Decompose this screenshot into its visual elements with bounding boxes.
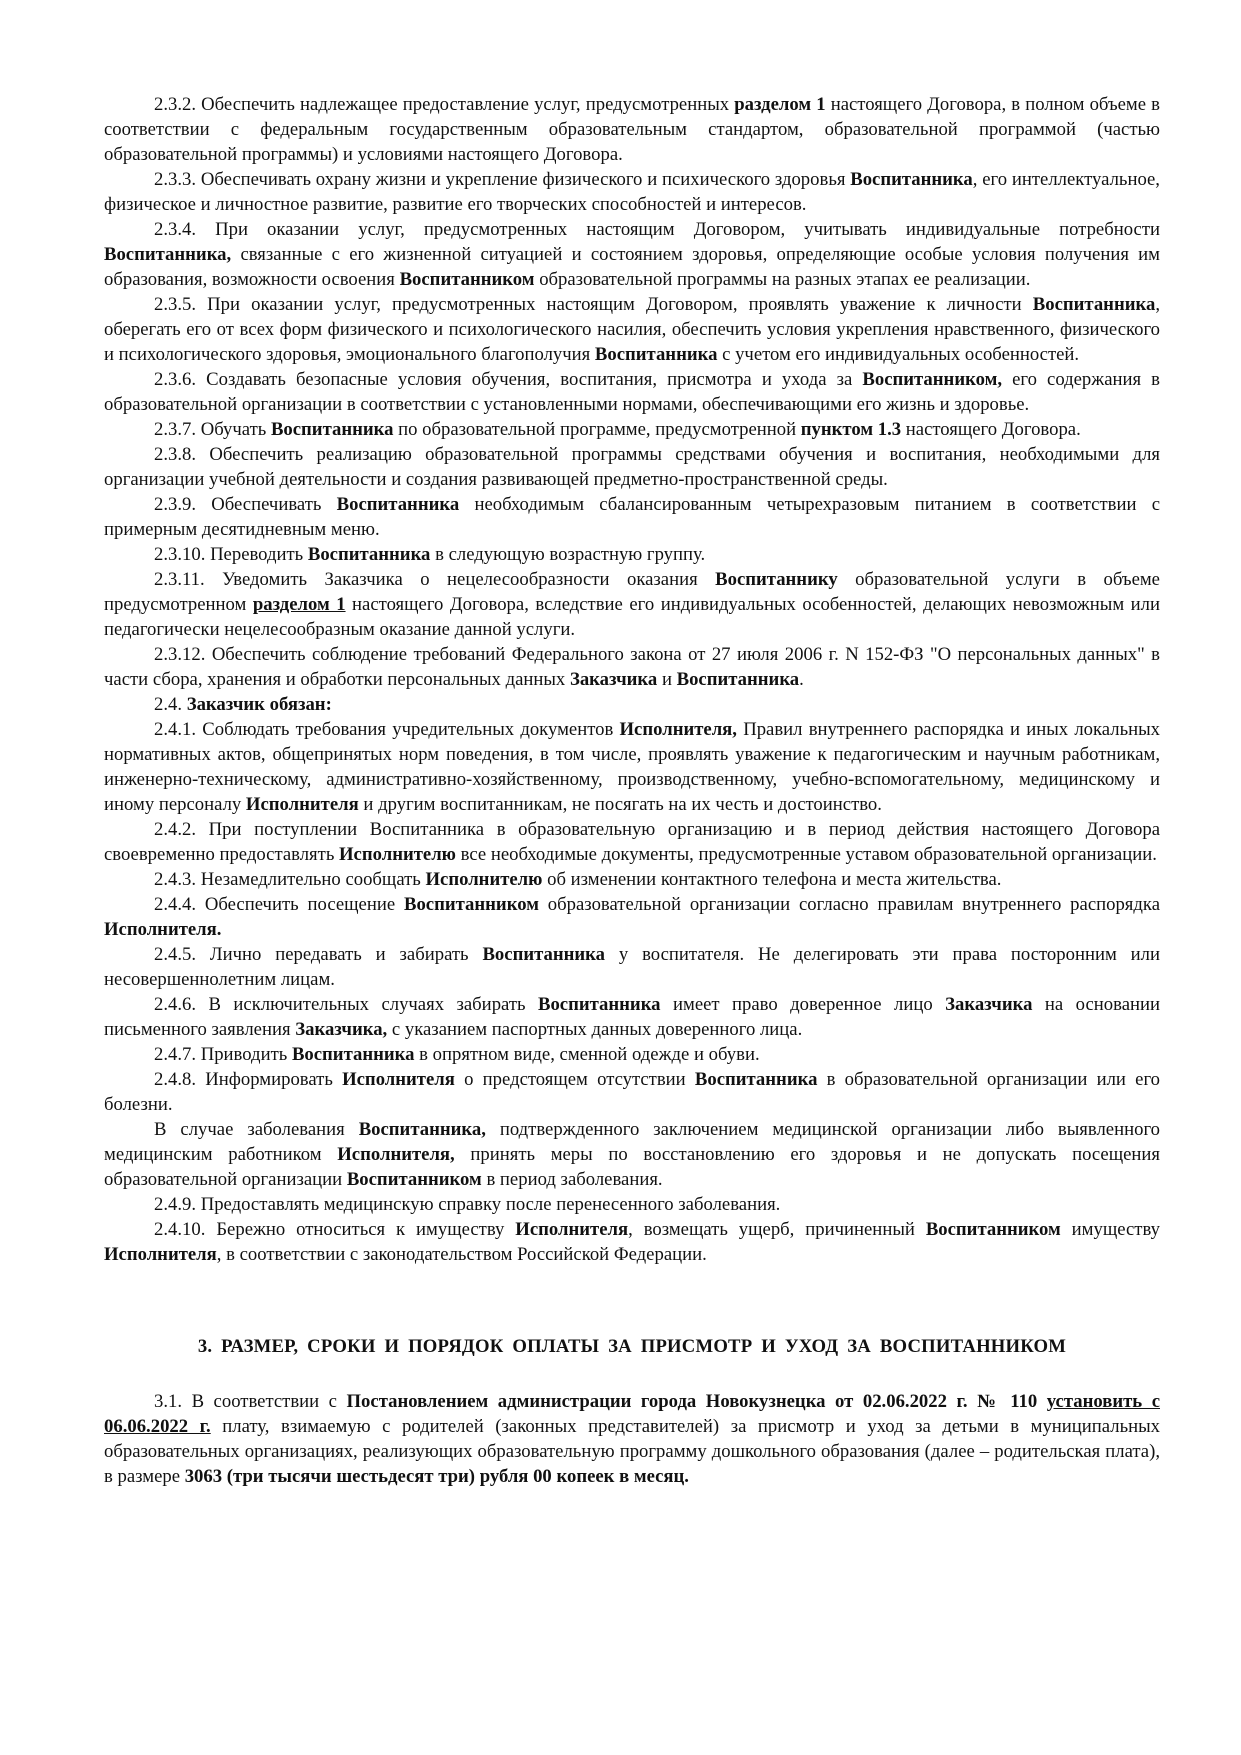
bold-term: Исполнителя — [104, 1244, 217, 1265]
bold-term: Заказчик обязан: — [186, 694, 332, 715]
bold-term: разделом 1 — [252, 594, 346, 615]
clause-paragraph — [104, 292, 1160, 367]
bold-term: Воспитанника — [482, 944, 605, 965]
text-run: 2.4.10. Бережно относиться к имуществу — [154, 1219, 516, 1240]
text-run: образовательной услуги в объеме предусмотренном — [104, 569, 1160, 615]
text-run: об изменении контактного телефона и места жительства. — [542, 869, 1002, 890]
text-run: плату, взимаемую с родителей (законных представителей) за присмотр и уход за детьми в муниципальных образовательных организациях, реализующих образовательную программу дошкольного образования (далее – родительская плата), в размере — [104, 1416, 1160, 1487]
clause-paragraph — [104, 367, 1160, 417]
bold-term: установить с 06.06.2022 г. — [104, 1391, 1160, 1437]
bold-term: Заказчика — [569, 669, 658, 690]
clause-paragraph — [104, 892, 1160, 942]
text-run: 3.1. В соответствии с — [154, 1391, 347, 1412]
text-run: 2.4.8. Информировать — [154, 1069, 343, 1090]
text-run: , возмещать ущерб, причиненный — [628, 1219, 926, 1240]
bold-term: Воспитанника — [291, 1044, 415, 1065]
bold-term: Воспитанника — [594, 344, 718, 365]
bold-term: Исполнителя — [342, 1069, 455, 1090]
text-run: принять меры по восстановлению его здоровья и не допускать посещения образовательной организации — [104, 1144, 1160, 1190]
text-run: . — [799, 669, 804, 690]
clause-paragraph — [104, 992, 1160, 1042]
text-run: 2.4.3. Незамедлительно сообщать — [154, 869, 426, 890]
text-run — [1037, 1391, 1047, 1412]
clause-paragraph — [104, 692, 1160, 717]
clause-paragraph — [104, 1117, 1160, 1192]
clause-paragraph — [104, 92, 1160, 167]
bold-term: Исполнителю — [339, 844, 456, 865]
clause-paragraph — [104, 1042, 1160, 1067]
clause-paragraph — [104, 1192, 1160, 1217]
bold-term: № 110 — [977, 1391, 1038, 1412]
text-run: 2.3.6. Создавать безопасные условия обучения, воспитания, присмотра и ухода за — [154, 369, 863, 390]
text-run: все необходимые документы, предусмотренные уставом образовательной организации. — [455, 844, 1157, 865]
text-run: в период заболевания. — [481, 1169, 663, 1190]
clause-paragraph — [104, 942, 1160, 992]
text-run — [968, 1391, 978, 1412]
text-run: , оберегать его от всех форм физического и психологического насилия, обеспечить условия укрепления нравственного, физического и психологического здоровья, эмоционального благополучия — [104, 294, 1160, 365]
text-run: 2.4.9. Предоставлять медицинскую справку после перенесенного заболевания. — [154, 1194, 781, 1215]
clause-paragraph — [104, 1217, 1160, 1267]
bold-term: Исполнителя — [515, 1219, 629, 1240]
bold-term: Воспитанником — [399, 269, 535, 290]
text-run: настоящего Договора, в полном объеме в соответствии с федеральным государственным образовательным стандартом, образовательной программой (частью образовательной программы) и условиями настоящего Договора. — [104, 94, 1160, 165]
text-run: 2.4. — [154, 694, 187, 715]
bold-term: Воспитанника — [694, 1069, 818, 1090]
bold-term: Постановлением администрации города Новокузнецка от 02.06.2022 г. — [346, 1391, 968, 1412]
bold-term: Воспитанника — [1032, 294, 1156, 315]
text-run: необходимым сбалансированным четырехразовым питанием в соответствии с примерным десятидневным меню. — [104, 494, 1160, 540]
text-run: 2.4.7. Приводить — [154, 1044, 292, 1065]
text-run: его содержания в образовательной организации в соответствии с установленными нормами, обеспечивающими его жизнь и здоровье. — [104, 369, 1161, 415]
text-run: настоящего Договора. — [901, 419, 1081, 440]
clause-paragraph — [104, 1067, 1160, 1117]
text-run: и — [657, 669, 677, 690]
bold-term: Заказчика, — [295, 1019, 388, 1040]
bold-term: Воспитаннику — [715, 569, 838, 590]
bold-term: Воспитанником — [346, 1169, 482, 1190]
bold-term: Воспитанника — [850, 169, 973, 190]
bold-term: Воспитанника — [538, 994, 661, 1015]
text-run: 2.3.4. При оказании услуг, предусмотренных настоящим Договором, учитывать индивидуальные потребности — [154, 219, 1160, 240]
text-run: 2.3.3. Обеспечивать охрану жизни и укрепление физического и психического здоровья — [154, 169, 851, 190]
clauses-2-3-2-4 — [104, 92, 1160, 1267]
text-run: у воспитателя. Не делегировать эти права посторонним или несовершеннолетним лицам. — [104, 944, 1160, 990]
bold-term: Исполнителя — [245, 794, 359, 815]
clause-paragraph — [104, 217, 1160, 292]
bold-term: Воспитанника — [307, 544, 431, 565]
text-run: 2.3.10. Переводить — [154, 544, 308, 565]
bold-term: Исполнителя, — [337, 1144, 455, 1165]
text-run: Правил внутреннего распорядка и иных локальных нормативных актов, общепринятых норм поведения, в том числе, проявлять уважение к педагогическим и научным работникам, инженерно-техническому, административно-хозяйственному, производственному, учебно-вспомогательному, медицинскому и иному персоналу — [104, 719, 1161, 815]
bold-term: пунктом 1.3 — [800, 419, 902, 440]
section-3-heading: 3. РАЗМЕР, СРОКИ И ПОРЯДОК ОПЛАТЫ ЗА ПРИСМОТР И УХОД ЗА ВОСПИТАННИКОМ — [197, 1336, 1067, 1357]
text-run: образовательной программы на разных этапах ее реализации. — [534, 269, 1031, 290]
text-run: , в соответствии с законодательством Российской Федерации. — [216, 1244, 707, 1265]
text-run: 2.4.6. В исключительных случаях забирать — [154, 994, 538, 1015]
text-run: имуществу — [1060, 1219, 1160, 1240]
text-run: имеет право доверенное лицо — [660, 994, 946, 1015]
bold-term: разделом 1 — [734, 94, 826, 115]
text-run: в образовательной организации или его болезни. — [104, 1069, 1160, 1115]
clause-paragraph — [104, 817, 1160, 867]
section-3-paragraph-3-1 — [104, 1389, 1160, 1489]
bold-term: Заказчика — [945, 994, 1033, 1015]
text-run: о предстоящем отсутствии — [454, 1069, 695, 1090]
text-run: 2.4.2. При поступлении Воспитанника в образовательную организацию и в период действия настоящего Договора своевременно предоставлять — [104, 819, 1160, 865]
bold-term: Исполнителя, — [619, 719, 737, 740]
text-run: в следующую возрастную группу. — [430, 544, 706, 565]
bold-term: Исполнителю — [425, 869, 543, 890]
clause-paragraph — [104, 167, 1160, 217]
clause-paragraph — [104, 717, 1160, 817]
bold-term: Воспитанником, — [862, 369, 1002, 390]
text-run: образовательной организации согласно правилам внутреннего распорядка — [538, 894, 1160, 915]
bold-term: Воспитанника — [676, 669, 800, 690]
text-run: связанные с его жизненной ситуацией и состоянием здоровья, определяющие особые условия получения им образования, возможности освоения — [104, 244, 1160, 290]
text-run: 2.3.2. Обеспечить надлежащее предоставление услуг, предусмотренных — [154, 94, 735, 115]
text-run: 2.3.12. Обеспечить соблюдение требований Федерального закона от 27 июля 2006 г. N 152-ФЗ "О персональных данных" в части сбора, хранения и обработки персональных данных — [104, 644, 1160, 690]
text-run: 2.3.8. Обеспечить реализацию образовательной программы средствами обучения и воспитания, необходимыми для организации учебной деятельности и создания развивающей предметно-пространственной среды. — [104, 444, 1160, 490]
text-run: и другим воспитанникам, не посягать на их честь и достоинство. — [358, 794, 882, 815]
document-page — [104, 92, 1160, 1489]
clause-paragraph — [104, 567, 1160, 642]
clause-paragraph — [104, 492, 1160, 542]
text-run: с учетом его индивидуальных особенностей. — [717, 344, 1080, 365]
text-run: по образовательной программе, предусмотренной — [393, 419, 801, 440]
clause-paragraph — [104, 417, 1160, 442]
text-run: 2.4.1. Соблюдать требования учредительных документов — [154, 719, 620, 740]
text-run: в опрятном виде, сменной одежде и обуви. — [414, 1044, 760, 1065]
bold-term: 3063 (три тысячи шестьдесят три) рубля 00 копеек в месяц. — [184, 1466, 689, 1487]
text-run: В случае заболевания — [154, 1119, 359, 1140]
text-run: настоящего Договора, вследствие его индивидуальных особенностей, делающих невозможным или педагогически нецелесообразным оказание данной услуги. — [104, 594, 1161, 640]
bold-term: Воспитанником — [404, 894, 539, 915]
text-run: с указанием паспортных данных доверенного лица. — [387, 1019, 803, 1040]
text-run: 2.4.4. Обеспечить посещение — [154, 894, 404, 915]
bold-term: Воспитанника, — [104, 244, 232, 265]
bold-term: Исполнителя. — [104, 919, 222, 940]
text-run: 2.3.11. Уведомить Заказчика о нецелесообразности оказания — [154, 569, 716, 590]
bold-term: Воспитанника — [336, 494, 460, 515]
bold-term: Воспитанника, — [358, 1119, 486, 1140]
text-run: на основании письменного заявления — [104, 994, 1160, 1040]
text-run: 2.4.5. Лично передавать и забирать — [154, 944, 483, 965]
clause-paragraph — [104, 642, 1160, 692]
text-run: 2.3.7. Обучать — [154, 419, 271, 440]
clause-paragraph — [104, 867, 1160, 892]
clause-paragraph — [104, 442, 1160, 492]
text-run: 2.3.5. При оказании услуг, предусмотренных настоящим Договором, проявлять уважение к личности — [154, 294, 1033, 315]
clause-paragraph — [104, 542, 1160, 567]
text-run: 2.3.9. Обеспечивать — [154, 494, 337, 515]
text-run: , его интеллектуальное, физическое и личностное развитие, развитие его творческих способностей и интересов. — [104, 169, 1160, 215]
text-run: подтвержденного заключением медицинской организации либо выявленного медицинским работником — [104, 1119, 1160, 1165]
bold-term: Воспитанником — [925, 1219, 1061, 1240]
bold-term: Воспитанника — [270, 419, 394, 440]
